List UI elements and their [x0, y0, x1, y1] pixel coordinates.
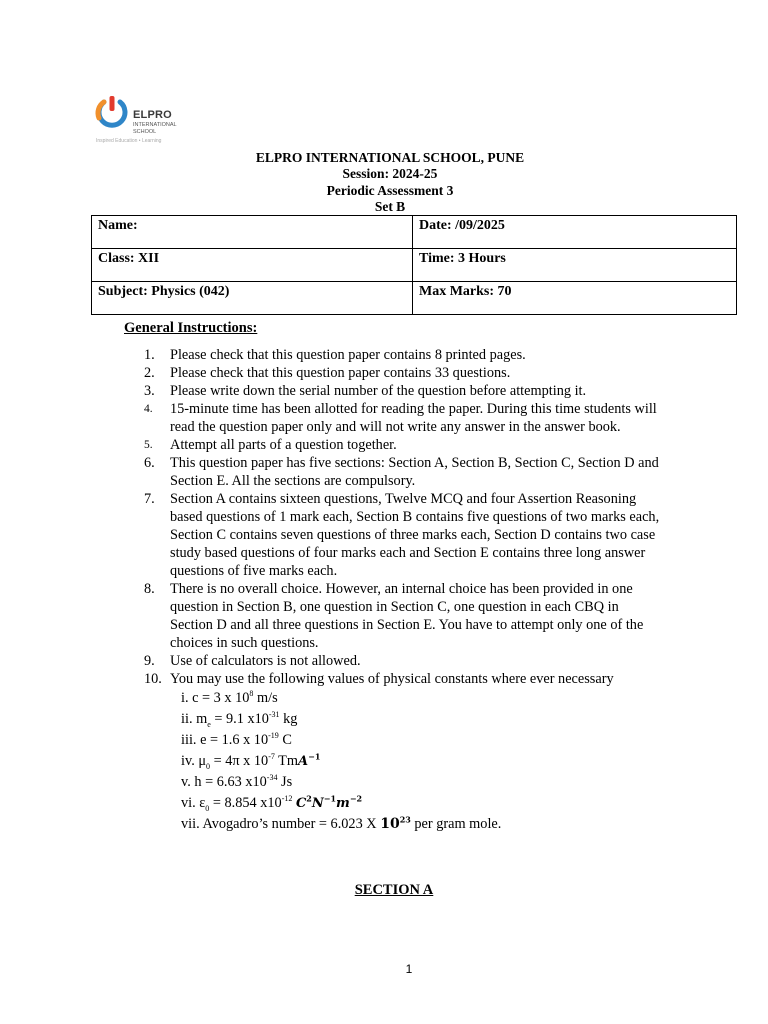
logo-power-icon [92, 92, 132, 136]
max-marks-cell: Max Marks: 70 [413, 282, 737, 315]
list-item [144, 454, 665, 490]
list-item [144, 382, 665, 400]
general-instructions-title: General Instructions: [124, 320, 258, 336]
constant-c: i. c = 3 x $10^8$ m/s [181, 689, 278, 706]
item-number: 5. [144, 439, 153, 451]
school-name: ELPRO INTERNATIONAL SCHOOL, PUNE [255, 150, 525, 165]
set-label: Set B [374, 199, 406, 214]
subject-cell: Subject: Physics (042) [92, 282, 413, 315]
item-number: 1. [144, 347, 155, 363]
constant-me: ii. $m_e = 9.1$ $x10^{-31}$ kg [181, 710, 298, 729]
logo-tagline: Inspired Education • Learning [96, 138, 162, 144]
item-text: Please write down the serial number of the question before attempting it. [170, 383, 587, 399]
date-cell: Date: /09/2025 [413, 216, 737, 249]
constant-mu0: iv. $\mu_0 = 4\pi$ x $10^{-7}$ TmA$^{-1}$ [181, 751, 321, 771]
item-number: 2. [144, 365, 155, 381]
list-item [144, 400, 665, 436]
name-cell: Name: [92, 216, 413, 249]
time-cell: Time: 3 Hours [413, 249, 737, 282]
list-item [144, 670, 665, 688]
logo-brand: ELPRO [133, 109, 172, 121]
item-text: Please check that this question paper contains 33 questions. [170, 365, 511, 381]
item-text: Section A contains sixteen questions, Twelve MCQ and four Assertion Reasoning based questions of 1 mark each, Section B contains five questions of two marks each, Section C contains seven questions of three marks each, Section D contains two case study based questions of four marks each and Section E contains three long answer questions of five marks each. [170, 491, 660, 579]
constant-eps0: vi. $\varepsilon_0 = 8.854$ $x10^{-12}$ $C^2N^{-1}m^{-2}$ [181, 793, 363, 813]
item-text: 15-minute time has been allotted for reading the paper. During this time students will read the question paper only and will not write any answer in the answer book. [170, 401, 657, 435]
exam-title: Periodic Assessment 3 [326, 183, 454, 198]
item-text: Please check that this question paper contains 8 printed pages. [170, 347, 526, 363]
school-logo [92, 92, 182, 148]
item-number: 6. [144, 455, 155, 471]
list-item [144, 346, 665, 364]
constant-avogadro: vii. Avogadro’s number = 6.023 X $10^{23}$ per gram mole. [181, 814, 502, 832]
item-number: 4. [144, 403, 153, 415]
item-text: Attempt all parts of a question together. [170, 437, 397, 453]
logo-subtitle: INTERNATIONAL SCHOOL [133, 122, 177, 135]
page-number: 1 [405, 962, 413, 976]
constant-h: v. h = 6.63 $x10^{-34}$ Js [181, 773, 293, 790]
list-item [144, 490, 665, 580]
section-heading: SECTION A [354, 882, 434, 898]
item-text: You may use the following values of physical constants where ever necessary [170, 671, 614, 687]
table-row [92, 282, 737, 315]
item-number: 8. [144, 581, 155, 597]
instructions-list [0, 346, 768, 835]
item-number: 9. [144, 653, 155, 669]
exam-info-table [91, 215, 737, 315]
item-number: 3. [144, 383, 155, 399]
item-text: Use of calculators is not allowed. [170, 653, 361, 669]
constants-list [181, 688, 768, 835]
class-cell: Class: XII [92, 249, 413, 282]
list-item [144, 580, 665, 652]
list-item [144, 436, 665, 454]
constant-e: iii. e = 1.6 x $10^{-19}$ C [181, 731, 292, 748]
item-number: 7. [144, 491, 155, 507]
session: Session: 2024-25 [342, 166, 438, 181]
list-item [144, 652, 665, 670]
item-text: There is no overall choice. However, an internal choice has been provided in one question in Section B, one question in Section C, one question in each CBQ in Section D and all three questions in Section E. You have to attempt only one of the choices in such questions. [170, 581, 644, 651]
list-item [144, 364, 665, 382]
item-number: 10. [144, 671, 162, 687]
item-text: This question paper has five sections: Section A, Section B, Section C, Section D and Section E. All the sections are compulsory. [170, 455, 659, 489]
table-row [92, 249, 737, 282]
table-row [92, 216, 737, 249]
